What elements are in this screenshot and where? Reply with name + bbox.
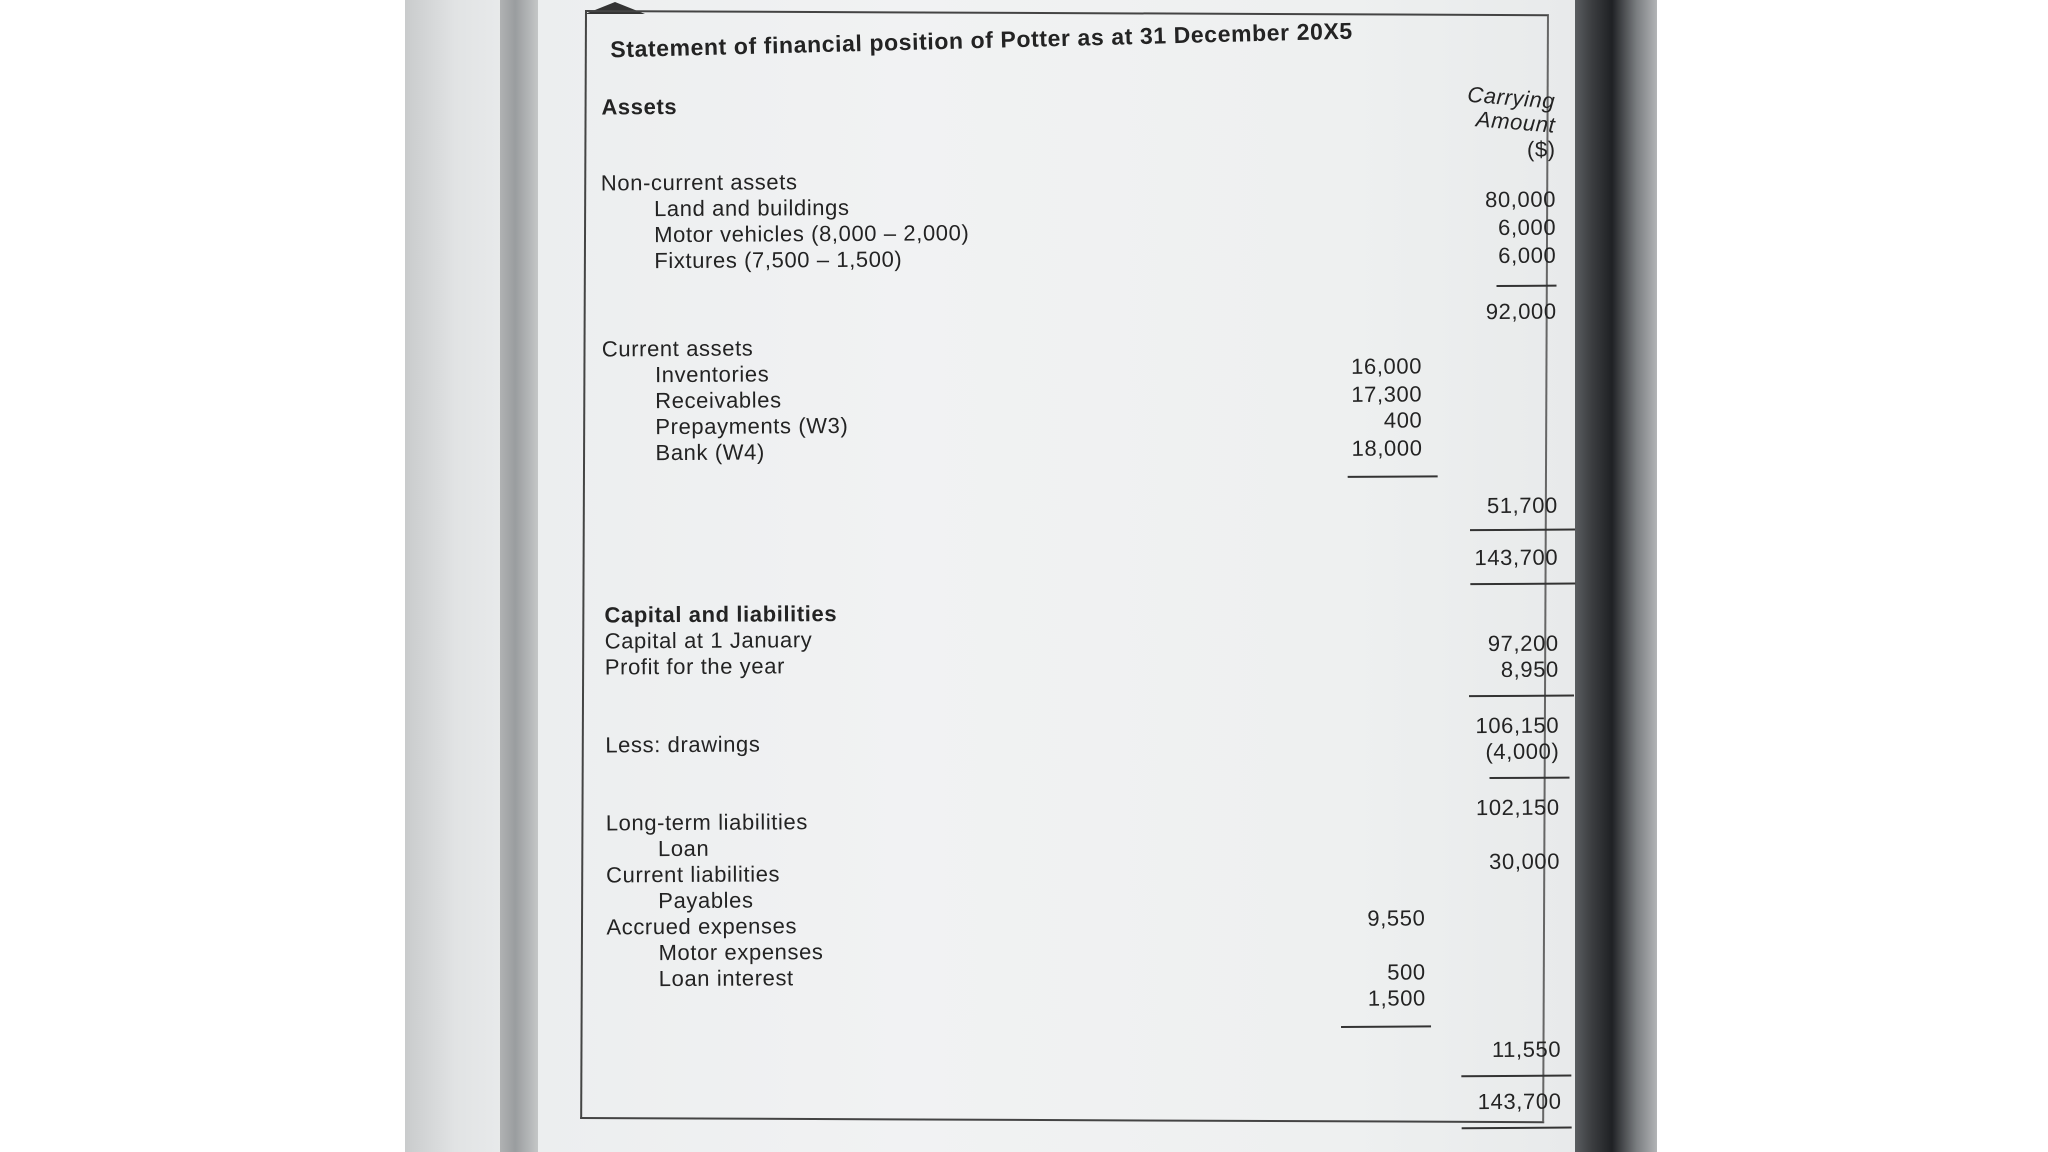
- current-assets-rule: [1348, 475, 1438, 478]
- capital-subtotal: 106,150: [1475, 712, 1560, 739]
- statement: [405, 0, 1657, 1152]
- motor-expenses-value: 500: [1387, 959, 1426, 985]
- motor-vehicles-label: Motor vehicles (8,000 – 2,000): [654, 220, 970, 248]
- statement-title: Statement of financial position of Potter as at 31 December 20X5: [609, 17, 1354, 63]
- capital-value: 97,200: [1487, 630, 1559, 657]
- loan-value: 30,000: [1489, 848, 1561, 875]
- assets-grand-total: 143,700: [1474, 544, 1559, 571]
- accrued-expenses-heading: Accrued expenses: [606, 913, 798, 940]
- drawings-label: Less: drawings: [605, 731, 761, 758]
- capital-subtotal-rule: [1469, 695, 1574, 698]
- prepayments-label: Prepayments (W3): [655, 412, 849, 440]
- fixtures-value: 6,000: [1498, 242, 1557, 268]
- profit-label: Profit for the year: [604, 653, 786, 680]
- non-current-heading: Non-current assets: [600, 169, 798, 196]
- current-assets-total: 51,700: [1486, 492, 1558, 519]
- motor-vehicles-value: 6,000: [1498, 214, 1557, 240]
- column-header-line1: Carrying: [1466, 81, 1557, 114]
- net-capital-rule: [1490, 777, 1570, 779]
- current-liabilities-heading: Current liabilities: [606, 861, 781, 888]
- motor-expenses-label: Motor expenses: [658, 939, 824, 966]
- column-header-line2: Amount: [1475, 106, 1557, 138]
- prepayments-value: 400: [1383, 407, 1423, 433]
- receivables-label: Receivables: [655, 387, 782, 414]
- loan-interest-label: Loan interest: [658, 965, 794, 992]
- assets-heading: Assets: [601, 94, 678, 120]
- payables-value: 9,550: [1367, 905, 1426, 931]
- liabilities-total-rule: [1461, 1075, 1571, 1078]
- capital-liabilities-heading: Capital and liabilities: [604, 601, 838, 628]
- non-current-rule: [1497, 285, 1557, 287]
- current-liabilities-total: 11,550: [1491, 1036, 1562, 1063]
- inventories-value: 16,000: [1351, 353, 1423, 379]
- page-photo: [405, 0, 1657, 1152]
- land-buildings-value: 80,000: [1485, 186, 1557, 213]
- assets-total-double-rule: [1470, 583, 1575, 586]
- fixtures-label: Fixtures (7,500 – 1,500): [654, 246, 903, 274]
- column-header-line3: ($): [1526, 136, 1556, 162]
- long-term-heading: Long-term liabilities: [605, 809, 808, 836]
- current-assets-heading: Current assets: [601, 335, 754, 362]
- drawings-value: (4,000): [1485, 738, 1560, 765]
- net-capital-value: 102,150: [1475, 794, 1560, 821]
- capital-label: Capital at 1 January: [604, 627, 813, 654]
- payables-label: Payables: [658, 887, 754, 914]
- bank-label: Bank (W4): [655, 439, 765, 466]
- loan-label: Loan: [657, 835, 710, 862]
- non-current-total: 92,000: [1485, 298, 1557, 325]
- liabilities-total-double-rule: [1462, 1127, 1572, 1130]
- bank-value: 18,000: [1351, 435, 1423, 461]
- inventories-label: Inventories: [654, 361, 770, 388]
- land-buildings-label: Land and buildings: [653, 194, 850, 222]
- receivables-value: 17,300: [1351, 381, 1423, 407]
- profit-value: 8,950: [1500, 656, 1559, 682]
- loan-interest-value: 1,500: [1367, 985, 1426, 1011]
- current-liabilities-rule: [1341, 1025, 1431, 1028]
- assets-total-rule: [1470, 529, 1575, 532]
- capital-liabilities-grand-total: 143,700: [1477, 1088, 1562, 1115]
